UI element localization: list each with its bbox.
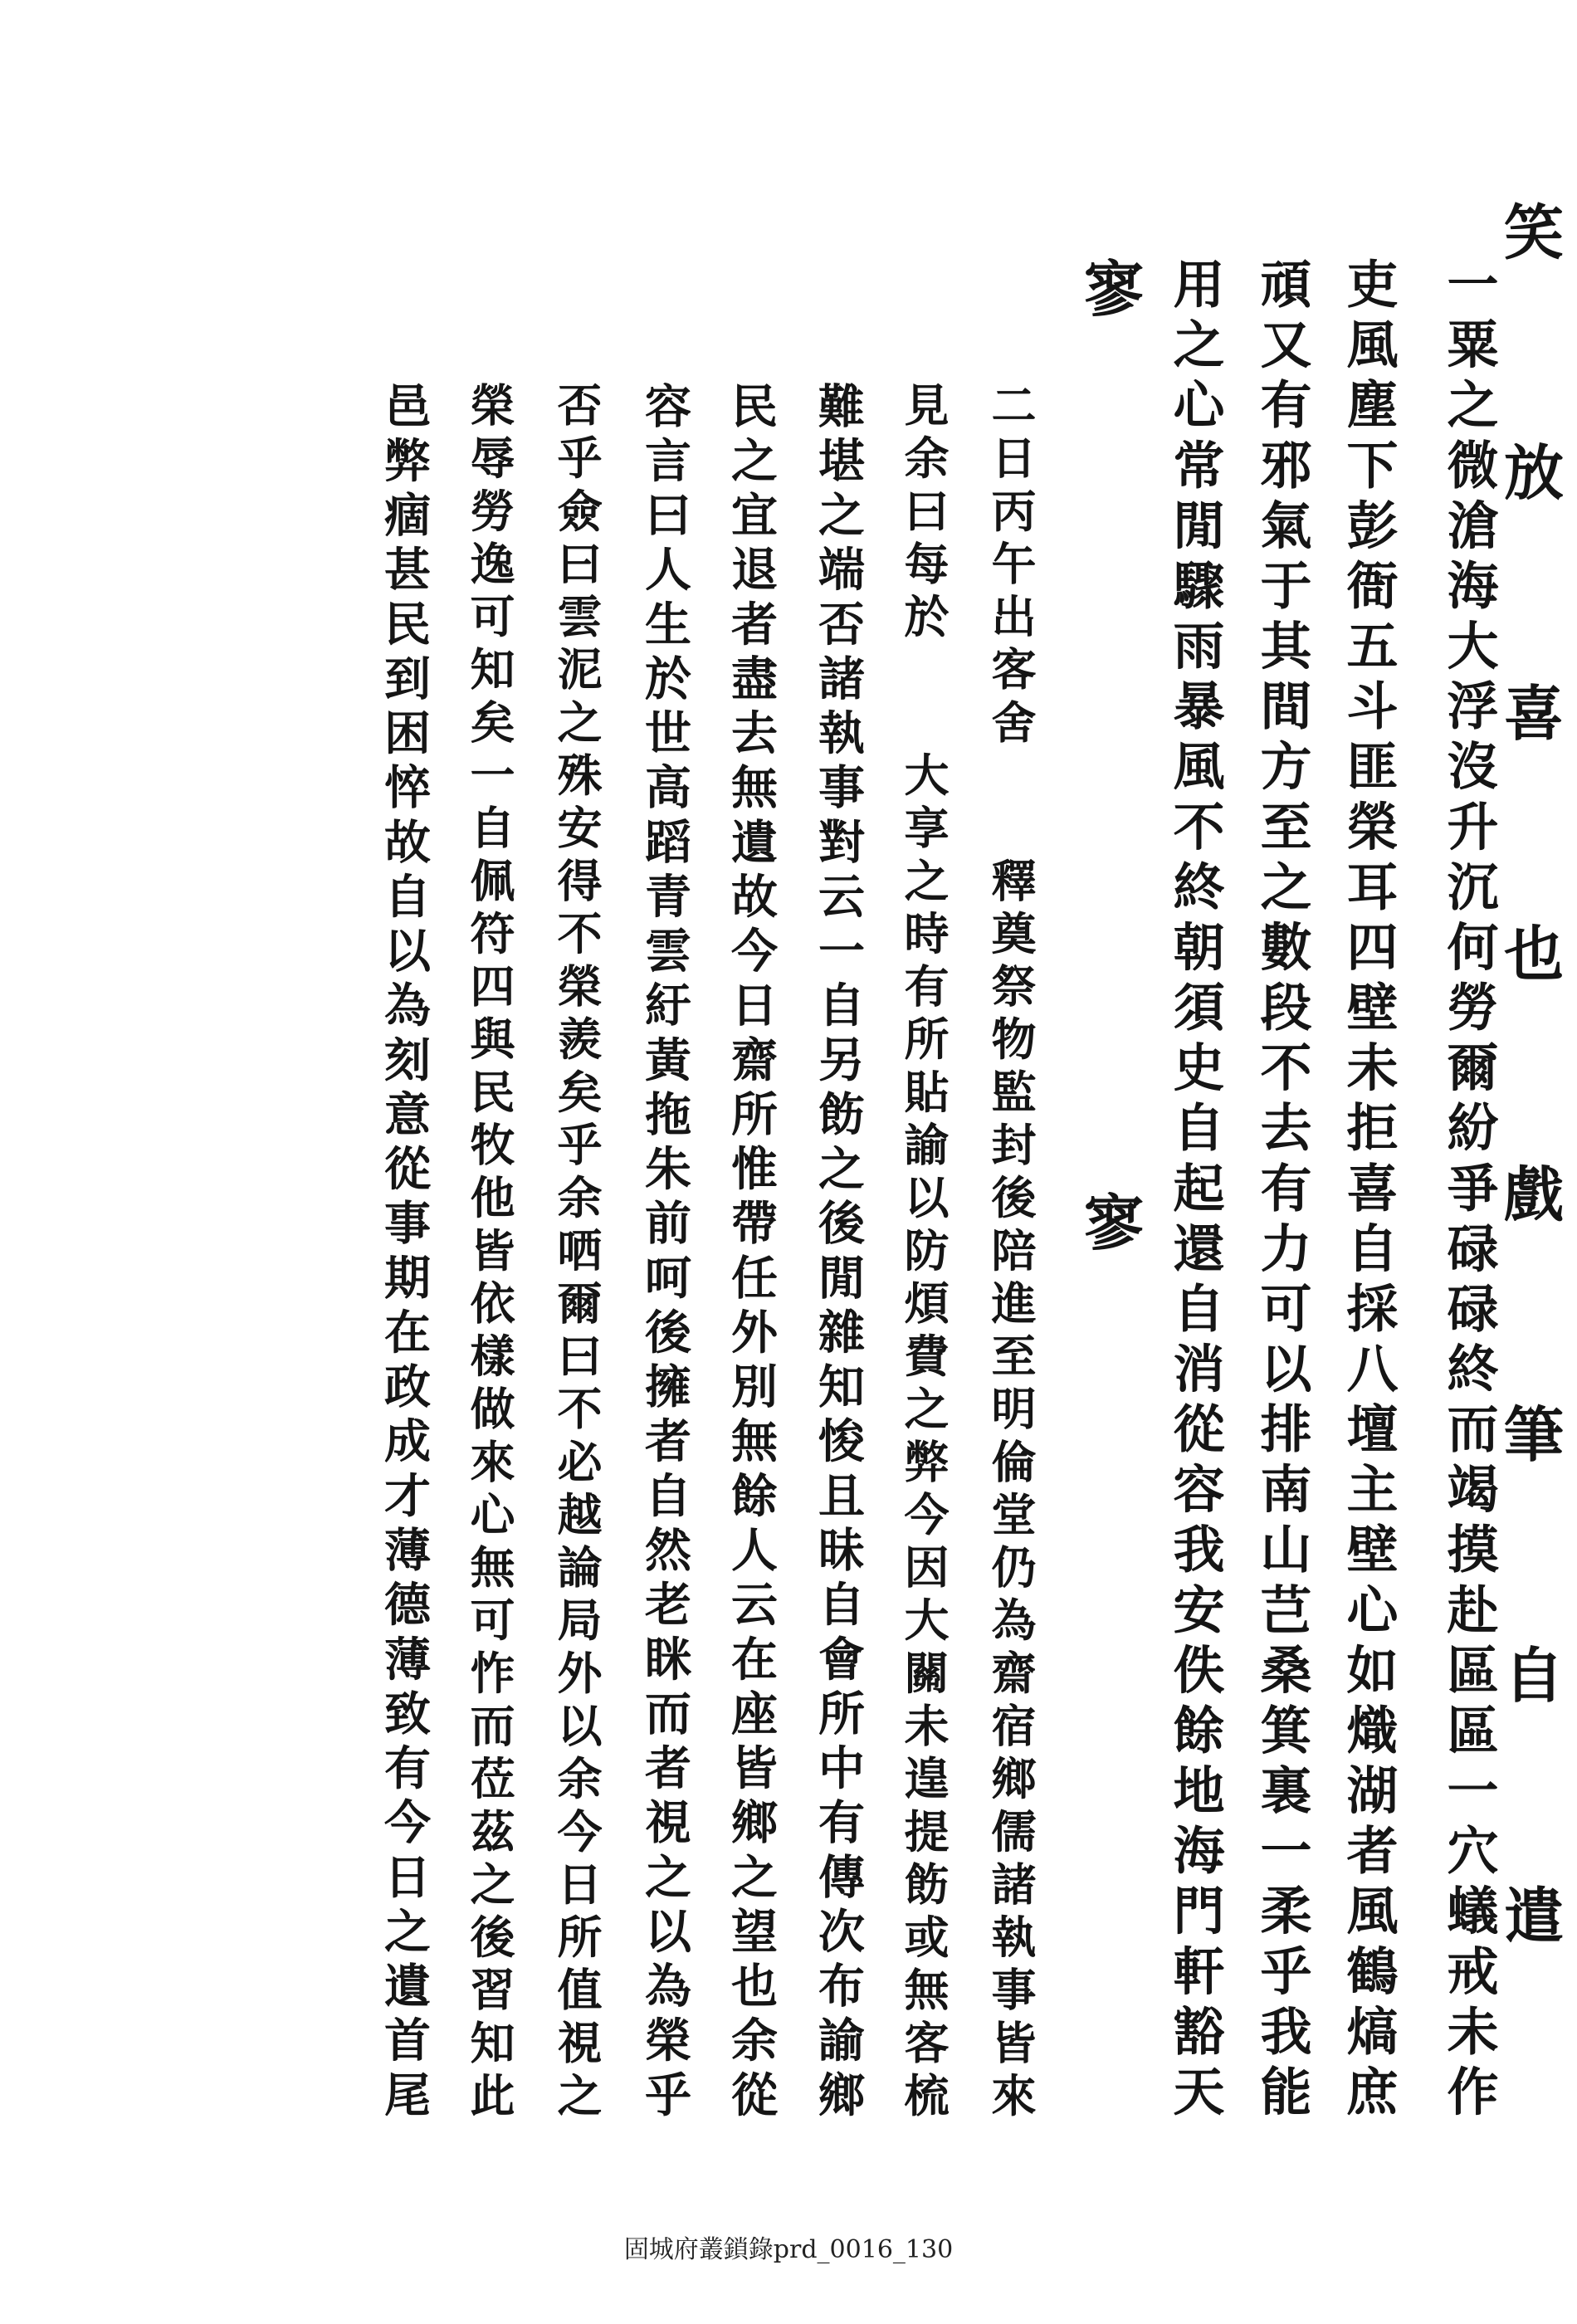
text-column-6: 寥寥 [1074,257,1145,2125]
text-column-4: 頑又有邪氣于其間方至之數段不去有力可以排南山芑桑箕裏一柔乎我能 [1252,257,1312,2125]
text-column-10: 民之宜退者盡去無遺故今日齋所惟帶任外別無餘人云在座皆鄉之望也余從 [724,382,779,2126]
text-column-12: 否乎僉曰雲泥之殊安得不榮羨矣乎余哂爾曰不必越論局外以余今日所值視之 [550,382,603,2126]
text-column-1: 笑放喜也戲筆自遣 [1494,201,1565,2125]
text-column-5: 用之心常閒驟雨暴風不終朝須史自起還自消從容我安佚餘地海門軒豁天 [1164,257,1225,2125]
text-column-13: 榮辱勞逸可知矣一自佩符四與民牧他皆依樣做來心無可怍而莅茲之後習知此 [463,382,516,2126]
text-column-9: 難堪之端否諸執事對云一自另飭之後閒雜知悛且昧自會所中有傳次布諭鄉 [811,382,866,2126]
text-column-14: 邑弊痼甚民到困悴故自以為刻意從事期在政成才薄德薄致有今日之遺首尾 [377,382,432,2126]
text-column-7: 二日丙午出客舍 釋奠祭物監封後陪進至明倫堂仍為齋宿鄉儒諸執事皆來 [984,382,1038,2126]
text-column-8: 見余曰每於 大享之時有所貼諭以防煩費之弊今因大關未遑提飭或無客梳 [897,382,950,2126]
text-column-2: 一粟之微滄海大浮沒升沉何勞爾紛爭碌碌終而竭摸赴區區一穴蟻戒未作 [1438,257,1499,2125]
text-column-3: 吏風塵下彭衙五斗匪榮耳四壁未拒喜自採八壇主壁心如熾湖者風鶴熇庶 [1338,257,1399,2125]
page-footer-caption: 固城府叢鎖錄prd_0016_130 [623,2235,954,2264]
text-column-11: 容言曰人生於世高蹈青雲紆黃拖朱前呵後擁者自然老眯而者視之以為榮乎 [637,382,692,2126]
